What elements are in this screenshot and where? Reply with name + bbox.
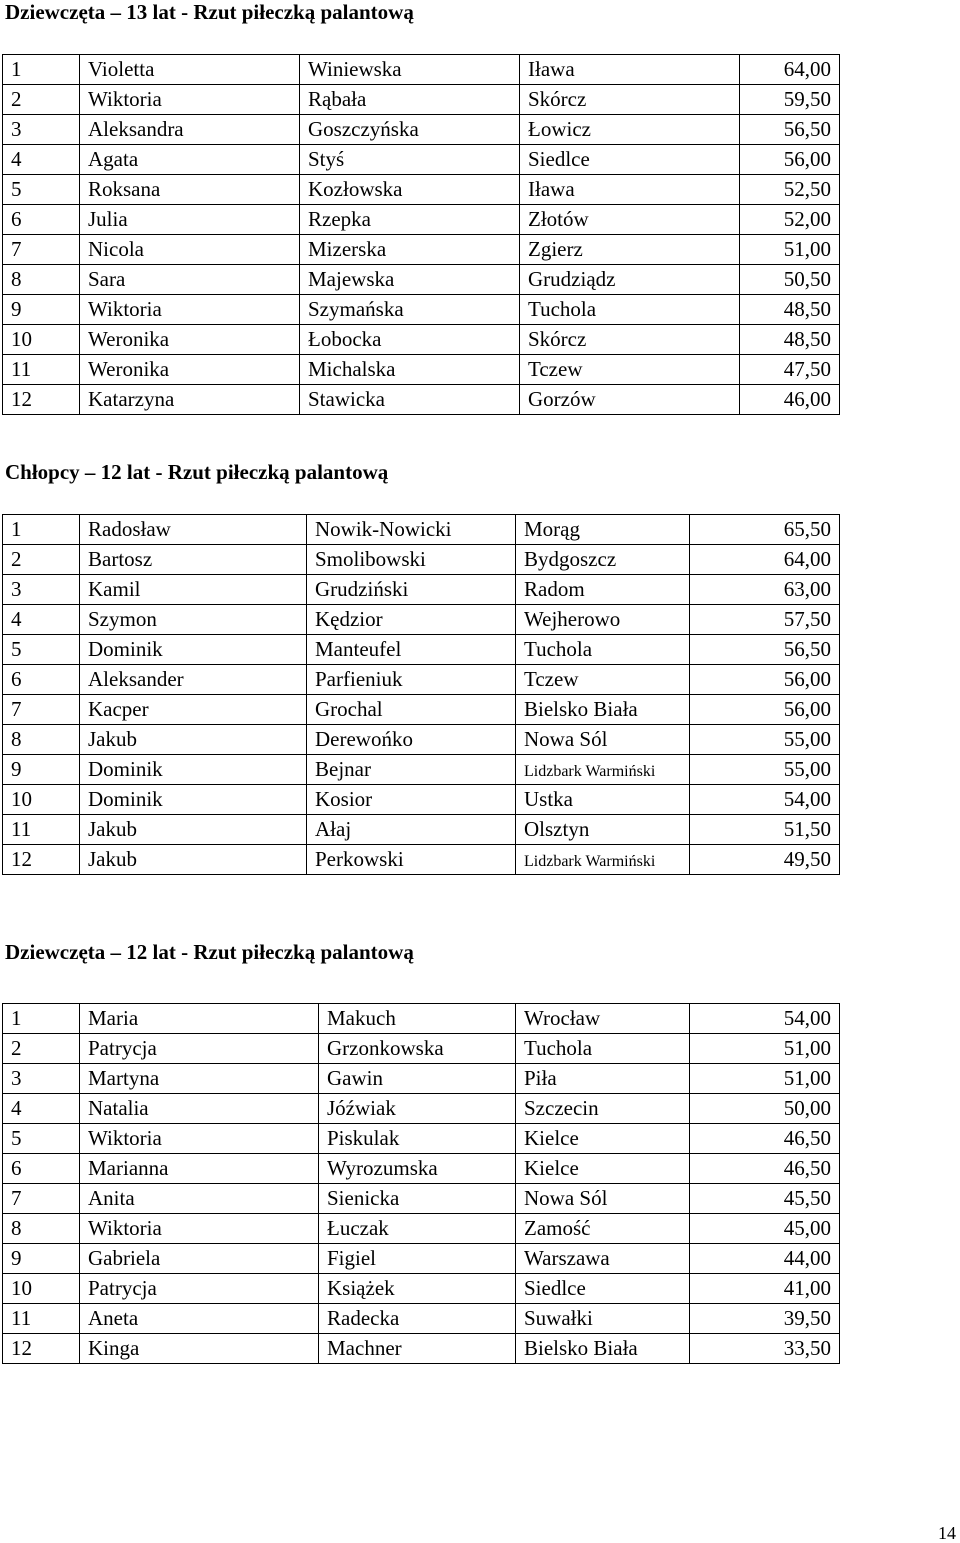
place-cell: 5 <box>3 635 80 665</box>
score-cell: 54,00 <box>690 785 840 815</box>
city-cell: Tczew <box>516 665 690 695</box>
first-name-cell: Katarzyna <box>80 385 300 415</box>
place-cell: 10 <box>3 325 80 355</box>
last-name-cell: Rzepka <box>300 205 520 235</box>
last-name-cell: Ałaj <box>307 815 516 845</box>
last-name-cell: Figiel <box>319 1244 516 1274</box>
score-cell: 63,00 <box>690 575 840 605</box>
place-cell: 2 <box>3 1034 80 1064</box>
city-cell: Tczew <box>520 355 740 385</box>
results-table-girls-13 <box>2 54 840 415</box>
place-cell: 3 <box>3 575 80 605</box>
last-name-cell: Łobocka <box>300 325 520 355</box>
place-cell: 7 <box>3 695 80 725</box>
place-cell: 5 <box>3 175 80 205</box>
score-cell: 46,50 <box>690 1154 840 1184</box>
results-table-girls-12 <box>2 1003 840 1364</box>
table-row <box>3 635 840 665</box>
first-name-cell: Agata <box>80 145 300 175</box>
city-cell: Łowicz <box>520 115 740 145</box>
city-cell: Wrocław <box>516 1004 690 1034</box>
city-cell: Tuchola <box>516 635 690 665</box>
last-name-cell: Kozłowska <box>300 175 520 205</box>
score-cell: 45,00 <box>690 1214 840 1244</box>
city-cell: Siedlce <box>516 1274 690 1304</box>
first-name-cell: Jakub <box>80 815 307 845</box>
score-cell: 44,00 <box>690 1244 840 1274</box>
first-name-cell: Szymon <box>80 605 307 635</box>
score-cell: 49,50 <box>690 845 840 875</box>
first-name-cell: Roksana <box>80 175 300 205</box>
last-name-cell: Goszczyńska <box>300 115 520 145</box>
table-row <box>3 1034 840 1064</box>
table-row <box>3 695 840 725</box>
table-row <box>3 1124 840 1154</box>
score-cell: 56,00 <box>740 145 840 175</box>
results-table-boys-12 <box>2 514 840 875</box>
place-cell: 6 <box>3 665 80 695</box>
score-cell: 59,50 <box>740 85 840 115</box>
place-cell: 10 <box>3 785 80 815</box>
place-cell: 3 <box>3 1064 80 1094</box>
last-name-cell: Makuch <box>319 1004 516 1034</box>
score-cell: 41,00 <box>690 1274 840 1304</box>
city-cell: Olsztyn <box>516 815 690 845</box>
last-name-cell: Kędzior <box>307 605 516 635</box>
city-cell: Bielsko Biała <box>516 695 690 725</box>
score-cell: 46,00 <box>740 385 840 415</box>
city-cell: Lidzbark Warmiński <box>516 755 690 785</box>
last-name-cell: Radecka <box>319 1304 516 1334</box>
score-cell: 56,50 <box>690 635 840 665</box>
table-row <box>3 845 840 875</box>
place-cell: 4 <box>3 605 80 635</box>
score-cell: 33,50 <box>690 1334 840 1364</box>
table-row <box>3 265 840 295</box>
place-cell: 9 <box>3 1244 80 1274</box>
last-name-cell: Majewska <box>300 265 520 295</box>
first-name-cell: Patrycja <box>80 1274 319 1304</box>
table-row <box>3 55 840 85</box>
city-cell: Szczecin <box>516 1094 690 1124</box>
first-name-cell: Radosław <box>80 515 307 545</box>
place-cell: 11 <box>3 355 80 385</box>
score-cell: 55,00 <box>690 755 840 785</box>
table-row <box>3 325 840 355</box>
score-cell: 45,50 <box>690 1184 840 1214</box>
first-name-cell: Natalia <box>80 1094 319 1124</box>
section-title-girls-12: Dziewczęta – 12 lat - Rzut piłeczką palantową <box>5 940 414 964</box>
table-row <box>3 755 840 785</box>
place-cell: 2 <box>3 85 80 115</box>
first-name-cell: Julia <box>80 205 300 235</box>
city-cell: Bydgoszcz <box>516 545 690 575</box>
first-name-cell: Dominik <box>80 785 307 815</box>
place-cell: 3 <box>3 115 80 145</box>
city-cell: Tuchola <box>516 1034 690 1064</box>
score-cell: 52,00 <box>740 205 840 235</box>
table-row <box>3 175 840 205</box>
city-cell: Nowa Sól <box>516 1184 690 1214</box>
score-cell: 64,00 <box>740 55 840 85</box>
place-cell: 10 <box>3 1274 80 1304</box>
city-cell: Skórcz <box>520 85 740 115</box>
place-cell: 12 <box>3 845 80 875</box>
score-cell: 51,00 <box>690 1064 840 1094</box>
first-name-cell: Sara <box>80 265 300 295</box>
score-cell: 51,50 <box>690 815 840 845</box>
score-cell: 51,00 <box>740 235 840 265</box>
last-name-cell: Nowik-Nowicki <box>307 515 516 545</box>
score-cell: 52,50 <box>740 175 840 205</box>
last-name-cell: Wyrozumska <box>319 1154 516 1184</box>
table-row <box>3 665 840 695</box>
city-cell: Lidzbark Warmiński <box>516 845 690 875</box>
place-cell: 12 <box>3 385 80 415</box>
last-name-cell: Smolibowski <box>307 545 516 575</box>
first-name-cell: Weronika <box>80 325 300 355</box>
table-row <box>3 145 840 175</box>
table-row <box>3 725 840 755</box>
city-cell: Ustka <box>516 785 690 815</box>
city-cell: Gorzów <box>520 385 740 415</box>
place-cell: 5 <box>3 1124 80 1154</box>
place-cell: 4 <box>3 145 80 175</box>
city-cell: Nowa Sól <box>516 725 690 755</box>
table-row <box>3 1214 840 1244</box>
score-cell: 64,00 <box>690 545 840 575</box>
score-cell: 65,50 <box>690 515 840 545</box>
city-cell: Zgierz <box>520 235 740 265</box>
place-cell: 6 <box>3 205 80 235</box>
first-name-cell: Aleksandra <box>80 115 300 145</box>
place-cell: 1 <box>3 55 80 85</box>
last-name-cell: Mizerska <box>300 235 520 265</box>
score-cell: 50,00 <box>690 1094 840 1124</box>
page-number: 14 <box>938 1523 956 1543</box>
first-name-cell: Wiktoria <box>80 295 300 325</box>
score-cell: 50,50 <box>740 265 840 295</box>
table-row <box>3 205 840 235</box>
first-name-cell: Aneta <box>80 1304 319 1334</box>
first-name-cell: Weronika <box>80 355 300 385</box>
table-row <box>3 1004 840 1034</box>
place-cell: 7 <box>3 1184 80 1214</box>
first-name-cell: Marianna <box>80 1154 319 1184</box>
place-cell: 9 <box>3 295 80 325</box>
first-name-cell: Maria <box>80 1004 319 1034</box>
table-row <box>3 785 840 815</box>
city-cell: Złotów <box>520 205 740 235</box>
city-cell: Zamość <box>516 1214 690 1244</box>
first-name-cell: Martyna <box>80 1064 319 1094</box>
place-cell: 1 <box>3 1004 80 1034</box>
last-name-cell: Perkowski <box>307 845 516 875</box>
score-cell: 48,50 <box>740 295 840 325</box>
place-cell: 9 <box>3 755 80 785</box>
city-cell: Tuchola <box>520 295 740 325</box>
last-name-cell: Styś <box>300 145 520 175</box>
city-cell: Wejherowo <box>516 605 690 635</box>
first-name-cell: Dominik <box>80 755 307 785</box>
last-name-cell: Michalska <box>300 355 520 385</box>
first-name-cell: Jakub <box>80 845 307 875</box>
last-name-cell: Machner <box>319 1334 516 1364</box>
last-name-cell: Manteufel <box>307 635 516 665</box>
city-cell: Iława <box>520 175 740 205</box>
score-cell: 46,50 <box>690 1124 840 1154</box>
city-cell: Kielce <box>516 1124 690 1154</box>
score-cell: 56,00 <box>690 665 840 695</box>
last-name-cell: Bejnar <box>307 755 516 785</box>
score-cell: 47,50 <box>740 355 840 385</box>
place-cell: 8 <box>3 725 80 755</box>
table-row <box>3 295 840 325</box>
city-cell: Iława <box>520 55 740 85</box>
first-name-cell: Nicola <box>80 235 300 265</box>
score-cell: 55,00 <box>690 725 840 755</box>
table-row <box>3 1094 840 1124</box>
last-name-cell: Łuczak <box>319 1214 516 1244</box>
city-cell: Bielsko Biała <box>516 1334 690 1364</box>
table-row <box>3 1304 840 1334</box>
table-row <box>3 1244 840 1274</box>
place-cell: 2 <box>3 545 80 575</box>
place-cell: 4 <box>3 1094 80 1124</box>
table-row <box>3 385 840 415</box>
first-name-cell: Gabriela <box>80 1244 319 1274</box>
first-name-cell: Wiktoria <box>80 85 300 115</box>
table-row <box>3 545 840 575</box>
last-name-cell: Książek <box>319 1274 516 1304</box>
place-cell: 6 <box>3 1154 80 1184</box>
table-row <box>3 115 840 145</box>
score-cell: 56,00 <box>690 695 840 725</box>
table-row <box>3 1154 840 1184</box>
last-name-cell: Grochal <box>307 695 516 725</box>
last-name-cell: Sienicka <box>319 1184 516 1214</box>
last-name-cell: Stawicka <box>300 385 520 415</box>
city-cell: Morąg <box>516 515 690 545</box>
last-name-cell: Parfieniuk <box>307 665 516 695</box>
last-name-cell: Szymańska <box>300 295 520 325</box>
first-name-cell: Kacper <box>80 695 307 725</box>
place-cell: 8 <box>3 1214 80 1244</box>
table-row <box>3 1334 840 1364</box>
table-row <box>3 575 840 605</box>
city-cell: Warszawa <box>516 1244 690 1274</box>
last-name-cell: Grzonkowska <box>319 1034 516 1064</box>
last-name-cell: Winiewska <box>300 55 520 85</box>
city-cell: Skórcz <box>520 325 740 355</box>
first-name-cell: Wiktoria <box>80 1124 319 1154</box>
score-cell: 56,50 <box>740 115 840 145</box>
first-name-cell: Jakub <box>80 725 307 755</box>
last-name-cell: Piskulak <box>319 1124 516 1154</box>
table-row <box>3 605 840 635</box>
first-name-cell: Violetta <box>80 55 300 85</box>
table-row <box>3 235 840 265</box>
first-name-cell: Bartosz <box>80 545 307 575</box>
last-name-cell: Jóźwiak <box>319 1094 516 1124</box>
first-name-cell: Kinga <box>80 1334 319 1364</box>
first-name-cell: Patrycja <box>80 1034 319 1064</box>
first-name-cell: Wiktoria <box>80 1214 319 1244</box>
section-title-girls-13: Dziewczęta – 13 lat - Rzut piłeczką palantową <box>5 0 414 24</box>
section-title-boys-12: Chłopcy – 12 lat - Rzut piłeczką palantową <box>5 460 389 484</box>
last-name-cell: Kosior <box>307 785 516 815</box>
last-name-cell: Rąbała <box>300 85 520 115</box>
place-cell: 7 <box>3 235 80 265</box>
score-cell: 48,50 <box>740 325 840 355</box>
city-cell: Radom <box>516 575 690 605</box>
table-row <box>3 85 840 115</box>
first-name-cell: Dominik <box>80 635 307 665</box>
place-cell: 12 <box>3 1334 80 1364</box>
table-row <box>3 1274 840 1304</box>
table-row <box>3 515 840 545</box>
last-name-cell: Grudziński <box>307 575 516 605</box>
score-cell: 51,00 <box>690 1034 840 1064</box>
table-row <box>3 355 840 385</box>
city-cell: Siedlce <box>520 145 740 175</box>
place-cell: 8 <box>3 265 80 295</box>
place-cell: 11 <box>3 815 80 845</box>
city-cell: Suwałki <box>516 1304 690 1334</box>
score-cell: 39,50 <box>690 1304 840 1334</box>
first-name-cell: Anita <box>80 1184 319 1214</box>
table-row <box>3 1064 840 1094</box>
city-cell: Kielce <box>516 1154 690 1184</box>
first-name-cell: Aleksander <box>80 665 307 695</box>
first-name-cell: Kamil <box>80 575 307 605</box>
score-cell: 54,00 <box>690 1004 840 1034</box>
score-cell: 57,50 <box>690 605 840 635</box>
table-row <box>3 1184 840 1214</box>
place-cell: 1 <box>3 515 80 545</box>
place-cell: 11 <box>3 1304 80 1334</box>
last-name-cell: Derewońko <box>307 725 516 755</box>
table-row <box>3 815 840 845</box>
city-cell: Piła <box>516 1064 690 1094</box>
city-cell: Grudziądz <box>520 265 740 295</box>
last-name-cell: Gawin <box>319 1064 516 1094</box>
